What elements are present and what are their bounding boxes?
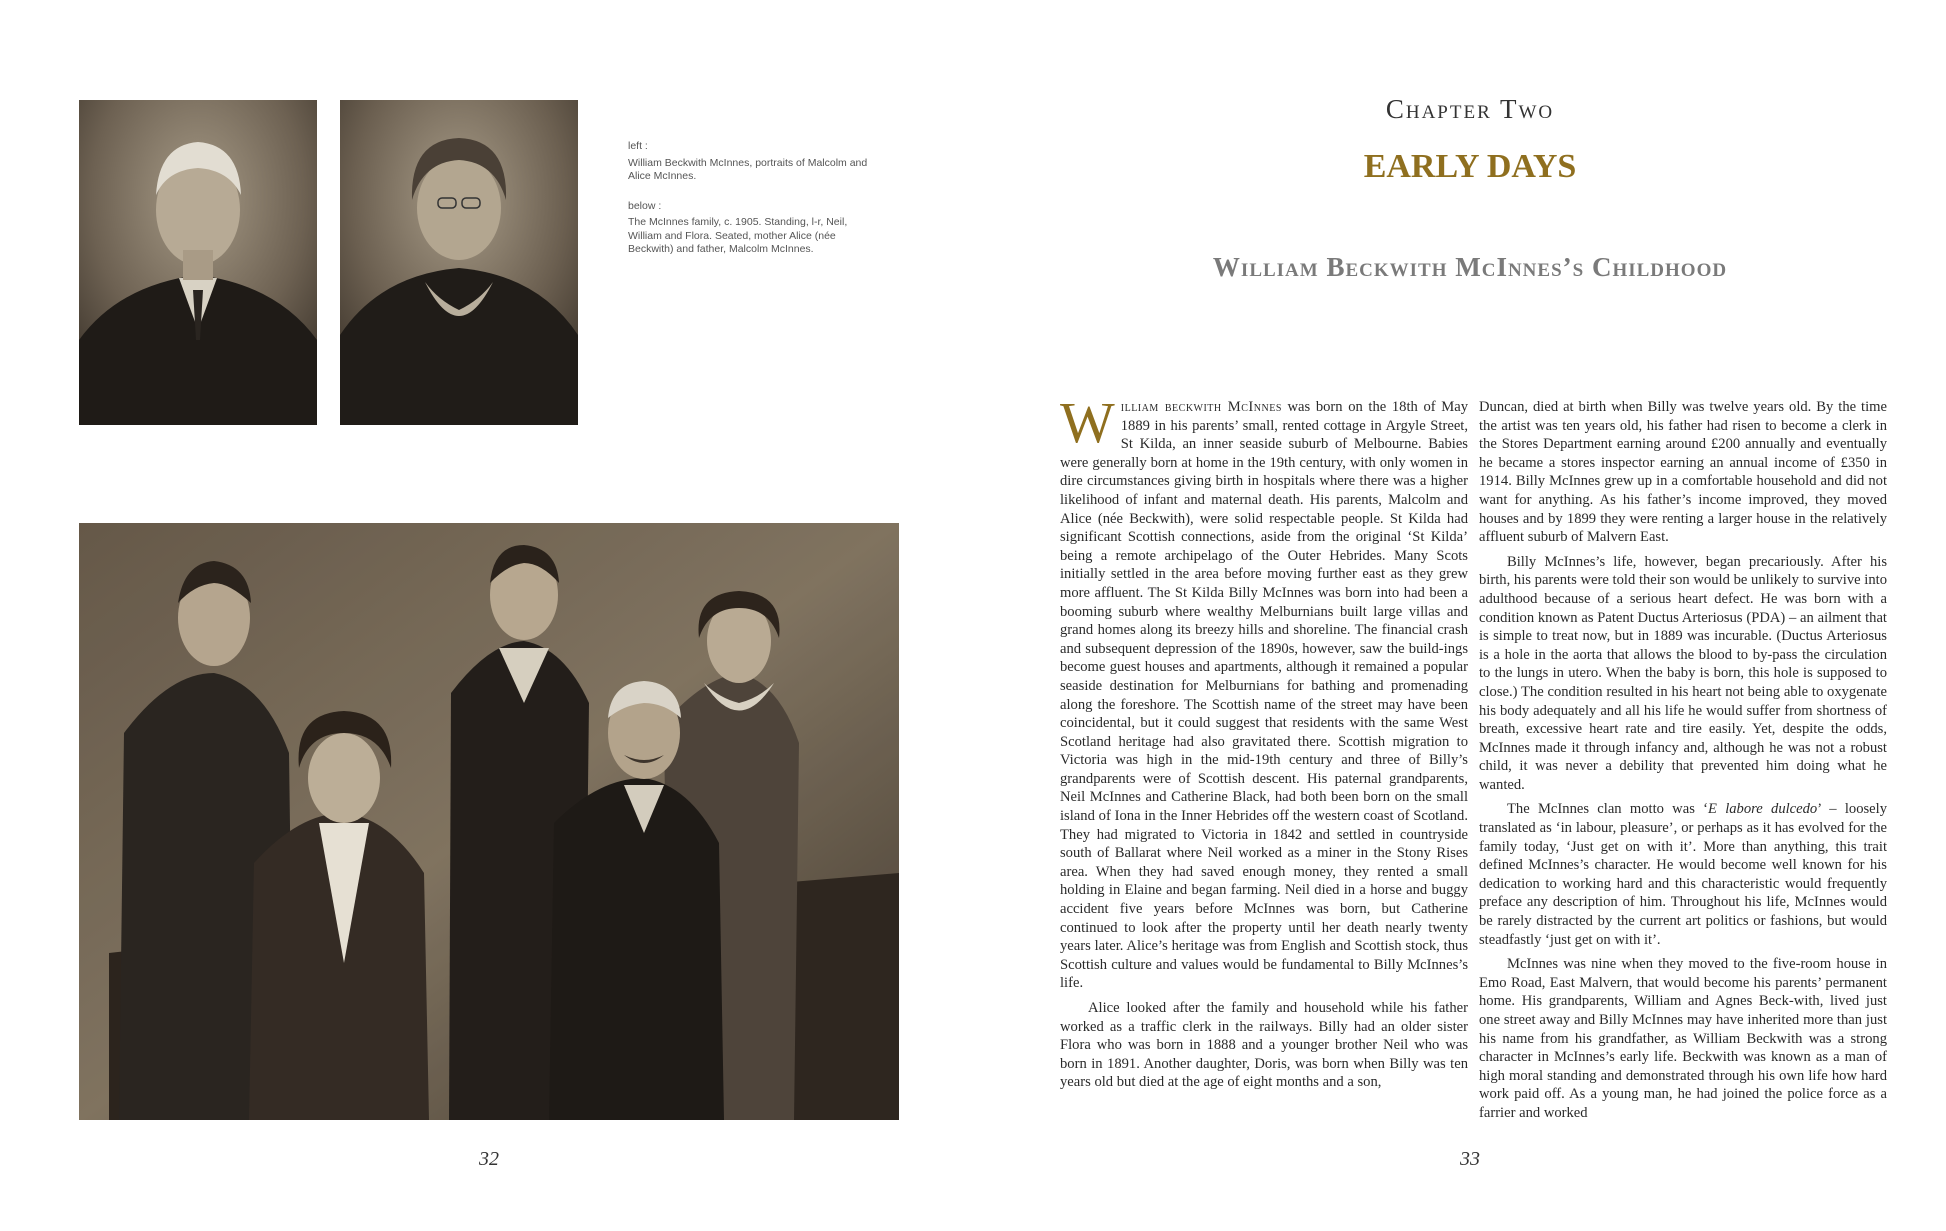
lead-in: illiam beckwith McInnes [1120, 399, 1282, 415]
mcinnes-family-photograph [79, 523, 899, 1120]
page-number-right: 33 [1460, 1148, 1480, 1170]
caption-below-label: below : [628, 199, 662, 212]
body-column-right [1479, 398, 1887, 1129]
body-paragraph [1479, 800, 1887, 949]
body-paragraph [1060, 390, 1468, 993]
portrait-malcolm-mcinnes [79, 100, 317, 425]
body-paragraph: McInnes was nine when they moved to the five-room house in Emo Road, East Malvern, that would become his parents’ permanent home. His grandparents, William and Agnes Beck-with, lived just one street away and Billy McInnes may have inherited more than just his name from his grandfather, as William Beckwith was a strong character in McInnes’s early life. Beckwith was known as a man of high moral standing and demonstrated through his own life how hard work paid off. As a young man, he had joined the police force as a farrier and worked [1479, 956, 1887, 1121]
caption-below-text: The McInnes family, c. 1905. Standing, l-r, Neil, William and Flora. Seated, mother Alice (née Beckwith) and father, Malcolm McInnes. [628, 216, 848, 255]
caption-left-text: William Beckwith McInnes, portraits of Malcolm and Alice McInnes. [628, 156, 868, 182]
body-column-left [1060, 390, 1468, 1098]
paragraph-text: The McInnes clan motto was ‘ [1507, 801, 1709, 818]
photo-caption [628, 140, 868, 260]
chapter-label: Chapter Two [1385, 94, 1555, 124]
page-number-left: 32 [479, 1148, 499, 1170]
clan-motto: E labore dulcedo [1708, 801, 1818, 818]
section-heading: William Beckwith McInnes’s Childhood [1212, 252, 1728, 282]
drop-cap: W [1060, 390, 1115, 455]
chapter-title: EARLY DAYS [1363, 148, 1577, 185]
paragraph-text: ’ – loosely translated as ‘in labour, pleasure’, or perhaps as it has evolved for the family today, ‘Just get on with it’. More than anything, this trait defined McInnes’s character. He would become well known for his dedication to working hard and this characteristic would frequently preface any description of him. Throughout his life, McInnes would be rarely distracted by the current art politics or fashions, but would steadfastly ‘just get on with it’. [1479, 801, 1888, 948]
body-paragraph: Billy McInnes’s life, however, began precariously. After his birth, his parents were told their son would be unlikely to survive into adulthood because of a serious heart defect. He was born with a condition known as Patent Ductus Arteriosus (PDA) – an ailment that is simple to treat now, but in 1889 was incurable. (Ductus Arteriosus is a hole in the aorta that allows the blood to by-pass the circulation to the lungs in utero. When the baby is born, this hole is supposed to close.) The condition resulted in his heart not being able to oxygenate his body adequately and all his life he would suffer from shortness of breath, excessive heart rate and tire easily. Yet, despite the odds, McInnes made it through infancy and, although he was not a robust child, it was never a debility that prevented him doing what he wanted. [1479, 553, 1887, 793]
body-paragraph: Duncan, died at birth when Billy was twelve years old. By the time the artist was ten years old, his father had risen to become a clerk in the Stores Department earning around £200 annually and eventually he became a stores inspector earning an annual income of £350 in 1914. Billy McInnes grew up in a comfortable household and did not want for anything. As his father’s income improved, they moved houses and by 1899 they were renting a larger house in the relatively affluent suburb of Malvern East. [1479, 399, 1887, 546]
body-paragraph: Alice looked after the family and household while his father worked as a traffic clerk in the railways. Billy had an older sister Flora who was born in 1888 and a younger brother Neil who was born in 1891. Another daughter, Doris, was born when Billy was ten years old but died at the age of eight months and a son, [1060, 1000, 1468, 1091]
caption-left-label: left : [628, 140, 648, 152]
paragraph-text: was born on the 18th of May 1889 in his parents’ small, rented cottage in Argyle Street, St Kilda, an inner seaside suburb of Melbourne. Babies were generally born at home in the 19th century, with only women in dire circumstances giving birth in hospitals where there was a higher likelihood of infant and maternal death. His parents, Malcolm and Alice (née Beckwith), were solid respectable people. St Kilda had significant Scottish connections, aside from the original ‘St Kilda’ being a remote archipelago of the Outer Hebrides. Many Scots initially settled in the area before moving further east as they grew more affluent. The St Kilda Billy McInnes was born into had been a booming suburb where wealthy Melburnians built large villas and grand homes along its breezy hills and shoreline. The financial crash and subsequent depression of the 1890s, however, saw the build-ings become guest houses and apartments, although it remained a popular seaside destination for Melburnians for bathing and promenading along the foreshore. The Scottish name of the street may have been coincidental, but it could suggest that residents with the same West Scotland heritage had also gravitated there. Scottish migration to Victoria was high in the mid-19th century and three of Billy’s grandparents were of Scottish descent. His paternal grandparents, Neil McInnes and Catherine Black, had both been born on the small island of Iona in the Inner Hebrides off the western coast of Scotland. They had migrated to Victoria in 1842 and settled in countryside south of Ballarat where Neil worked as a miner in the Stony Rises area. When they had saved enough money, they rented a small holding in Elaine and began farming. Neil died in a horse and buggy accident five years before McInnes was born, but Catherine continued to look after the property until her death nearly twenty years later. Alice’s heritage was from English and Scottish stock, thus Scottish culture and values would be fundamental to Billy McInnes’s life. [1060, 399, 1468, 992]
portrait-alice-mcinnes [340, 100, 578, 425]
